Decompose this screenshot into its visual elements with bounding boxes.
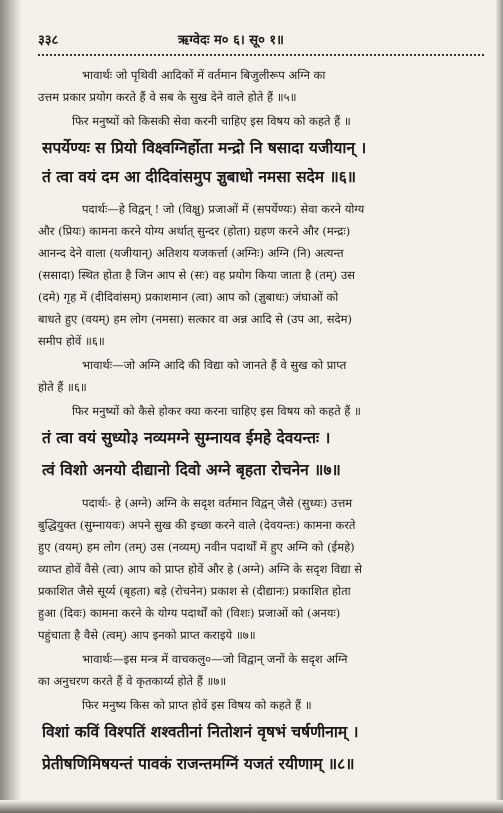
- section-intro: फिर मनुष्यों को किसकी सेवा करनी चाहिए इस विषय को कहते हैं ॥: [72, 114, 351, 128]
- bhavartha-line: का अनुचरण करते हैं वे कृतकार्य्य होते हैं ॥७॥: [38, 674, 227, 688]
- padartha-line: बुद्धियुक्त (सुम्नायवः) अपने सुख की इच्छा करने वाले (देवयन्तः) कामना करते: [38, 518, 356, 532]
- padartha-line: पहुंचाता है वैसे (त्वम्) आप इनको प्राप्त कराइये ॥७॥: [38, 628, 256, 642]
- mantra-line: प्रेतीषणिमिषयन्तं पावकं राजन्तमग्निं यजतं रयीणाम् ॥८॥: [42, 754, 355, 773]
- page-gutter-shadow: [0, 0, 22, 813]
- section-intro: फिर मनुष्य किस को प्राप्त होवें इस विषय को कहते हैं ॥: [82, 698, 312, 712]
- bhavartha-line: उत्तम प्रकार प्रयोग करते हैं वे सब के सुख देने वाले होते हैं ॥५॥: [38, 90, 297, 104]
- mantra-line: विशां कविं विश्पतिं शश्वतीनां नितोशनं वृषभं चर्षणीनाम् ।: [42, 722, 359, 741]
- padartha-line: (दमे) गृह में (दीदिवांसम्) प्रकाशमान (त्वा) आप को (ज्ञुबाधः) जंघाओं को: [38, 290, 339, 304]
- page-number: ३३८: [38, 33, 59, 48]
- padartha-line: बाधते हुए (वयम्) हम लोग (नमसा) सत्कार वा अन्न आदि से (उप आ, सदेम): [38, 312, 352, 326]
- section-intro: फिर मनुष्यों को कैसे होकर क्या करना चाहिए इस विषय को कहते हैं ॥: [72, 404, 361, 418]
- bhavartha-line: होते हैं ॥६॥: [38, 380, 87, 394]
- bhavartha-line: भावार्थः—इस मन्त्र में वाचकलु०—जो विद्वान् जनों के सदृश अग्नि: [82, 652, 348, 666]
- mantra-line: त्वं विशो अनयो दीद्यानो दिवो अग्ने बृहता रोचनेन ॥७॥: [42, 460, 341, 479]
- running-title: ऋग्वेदः म० ६। सू० १॥: [178, 33, 284, 48]
- padartha-line: पदार्थः- हे (अग्ने) अग्नि के सदृश वर्तमान विद्वन् जैसे (सुध्यः) उत्तम: [82, 496, 353, 510]
- padartha-line: समीप होवें ॥६॥: [38, 334, 105, 348]
- bhavartha-line: भावार्थः जो पृथिवी आदिकों में वर्तमान बिजुलीरूप अग्नि का: [82, 68, 326, 82]
- padartha-line: हुए (वयम्) हम लोग (तम्) उस (नव्यम्) नवीन पदार्थों में हुए अग्नि को (ईमहे): [38, 540, 355, 554]
- padartha-line: और (प्रियः) कामना करने योग्य अर्थात् सुन्दर (होता) ग्रहण करने और (मन्द्रः): [38, 224, 351, 238]
- page-header: [38, 30, 478, 50]
- page-bottom-edge: [0, 800, 503, 813]
- padartha-line: पदार्थः—हे विद्वन् ! जो (विक्षु) प्रजाओं में (सपर्येण्यः) सेवा करने योग्य: [82, 202, 365, 216]
- padartha-line: आनन्द देने वाला (यजीयान्) अतिशय यजकर्त्ता (अग्निः) अग्नि (नि) अत्यन्त: [38, 246, 344, 260]
- mantra-line: सपर्येण्यः स प्रियो विक्ष्वग्निर्होता मन्द्रो नि षसादा यजीयान् ।: [42, 138, 367, 157]
- padartha-line: हुआ (दिवः) कामना करने के योग्य पदार्थों को (विशः) प्रजाओं को (अनयः): [38, 606, 341, 620]
- padartha-line: व्याप्त होवें वैसे (त्वा) आप को प्राप्त होवें और हे (अग्ने) अग्नि के सदृश विद्या से: [38, 562, 362, 576]
- padartha-line: (ससादा) स्थित होता है जिन आप से (सः) वह प्रयोग किया जाता है (तम्) उस: [38, 268, 355, 282]
- mantra-line: तं त्वा वयं दम आ दीदिवांसमुप ज्ञुबाधो नमसा सदेम ॥६॥: [42, 167, 357, 186]
- header-divider: [38, 54, 484, 56]
- mantra-line: तं त्वा वयं सुध्यो३ नव्यमग्ने सुम्नायव ईमहे देवयन्तः ।: [42, 428, 331, 447]
- padartha-line: प्रकाशित जैसे सूर्य्य (बृहता) बड़े (रोचनेन) प्रकाश से (दीद्यानः) प्रकाशित होता: [38, 584, 351, 598]
- bhavartha-line: भावार्थः—जो अग्नि आदि की विद्या को जानते हैं वे सुख को प्राप्त: [82, 358, 347, 372]
